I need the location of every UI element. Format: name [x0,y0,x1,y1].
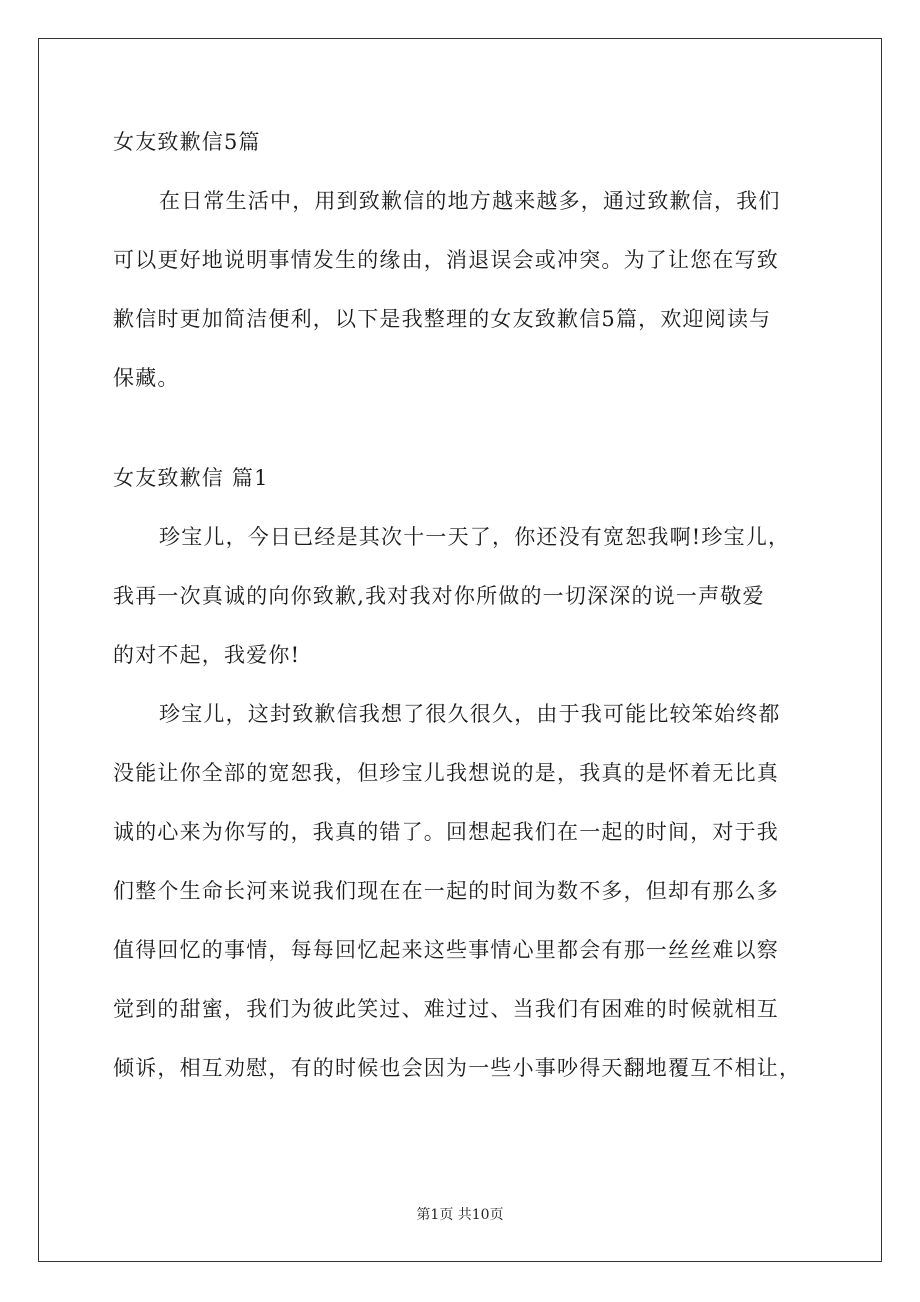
intro-line: 歉信时更加简洁便利，以下是我整理的女友致歉信5篇，欢迎阅读与 [113,307,772,331]
document-body [113,120,825,1105]
paragraph-line: 我再一次真诚的向你致歉,我对我对你所做的一切深深的说一声敬爱 [113,584,765,608]
paragraph-line: 倾诉，相互劝慰，有的时候也会因为一些小事吵得天翻地覆互不相让， [113,1056,802,1080]
intro-paragraph [113,179,825,415]
paragraph-line: 觉到的甜蜜，我们为彼此笑过、难过过、当我们有困难的时候就相互 [113,997,779,1021]
paragraph-line: 值得回忆的事情，每每回忆起来这些事情心里都会有那一丝丝难以察 [113,938,779,962]
intro-line: 在日常生活中，用到致歉信的地方越来越多，通过致歉信，我们 [159,189,781,213]
paragraph-line: 们整个生命长河来说我们现在在一起的时间为数不多，但却有那么多 [113,879,779,903]
section-title: 女友致歉信 篇1 [113,466,269,490]
paragraph-2 [113,692,825,1105]
paragraph-line: 珍宝儿，今日已经是其次十一天了，你还没有宽恕我啊!珍宝儿， [159,525,791,549]
intro-line: 可以更好地说明事情发生的缘由，消退误会或冲突。为了让您在写致 [113,248,779,272]
paragraph-1 [113,515,825,692]
intro-line: 保藏。 [113,366,180,390]
paragraph-line: 没能让你全部的宽恕我，但珍宝儿我想说的是，我真的是怀着无比真 [113,761,779,785]
paragraph-line: 诚的心来为你写的，我真的错了。回想起我们在一起的时间，对于我 [113,820,779,844]
paragraph-line: 的对不起，我爱你! [113,643,301,667]
section-gap [113,415,825,456]
paragraph-line: 珍宝儿，这封致歉信我想了很久很久，由于我可能比较笨始终都 [159,702,781,726]
page-footer: 第1页 共10页 [416,1207,504,1223]
document-title: 女友致歉信5篇 [113,130,261,154]
